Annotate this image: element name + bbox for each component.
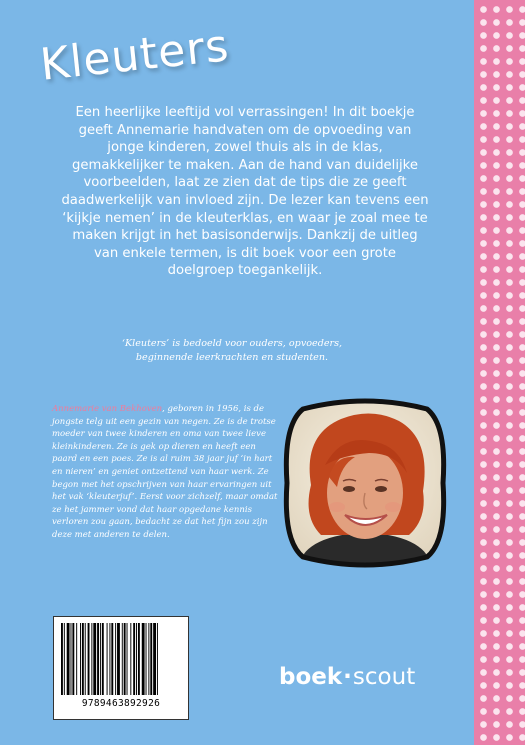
barcode-bars — [59, 623, 183, 696]
audience-line-2: beginnende leerkrachten en studenten. — [135, 352, 329, 363]
audience-line-1: ‘Kleuters’ is bedoeld voor ouders, opvoeders, — [121, 338, 343, 349]
isbn-number: 9789463892926 — [81, 698, 161, 709]
audience-note — [62, 337, 402, 365]
polka-dot-spine — [474, 0, 525, 745]
author-bio — [52, 403, 278, 542]
book-title: Kleuters — [37, 20, 232, 91]
author-name: Annemarie van Bekhoven — [52, 404, 163, 414]
publisher-logo-boek: boek — [279, 664, 343, 690]
publisher-logo-scout: scout — [352, 664, 416, 690]
barcode — [53, 616, 189, 720]
publisher-logo-dot: · — [343, 664, 352, 690]
author-bio-text: , geboren in 1956, is de jongste telg uit een gezin van negen. Ze is de trotse moeder van twee kinderen en oma van twee lieve kleinkinderen. Ze is gek op dieren en heeft een paard en een poes. Ze is al ruim 38 jaar juf ‘in hart en nieren’ en geniet ontzettend van haar werk. Ze begon met het opschrijven van haar ervaringen uit het vak ‘kleuterjuf’. Eerst voor zichzelf, maar omdat ze het jammer vond dat haar opgedane kennis verloren zou gaan, bedacht ze dat het fijn zou zijn deze met anderen te delen. — [52, 404, 278, 540]
publisher-logo — [279, 664, 415, 690]
blurb-text: Een heerlijke leeftijd vol verrassingen! In dit boekje geeft Annemarie handvaten om de opvoeding van jonge kinderen, zowel thuis als in de klas, gemakkelijker te maken. Aan de hand van duidelijke voorbeelden, laat ze zien dat de tips die ze geeft daadwerkelijk van invloed zijn. De lezer kan tevens een ‘kijkje nemen’ in de kleuterklas, en waar je zoal mee te maken krijgt in het basisonderwijs. Dankzij de uitleg van enkele termen, is dit boek voor een grote doelgroep toegankelijk. — [61, 105, 429, 279]
author-photo — [281, 395, 449, 570]
